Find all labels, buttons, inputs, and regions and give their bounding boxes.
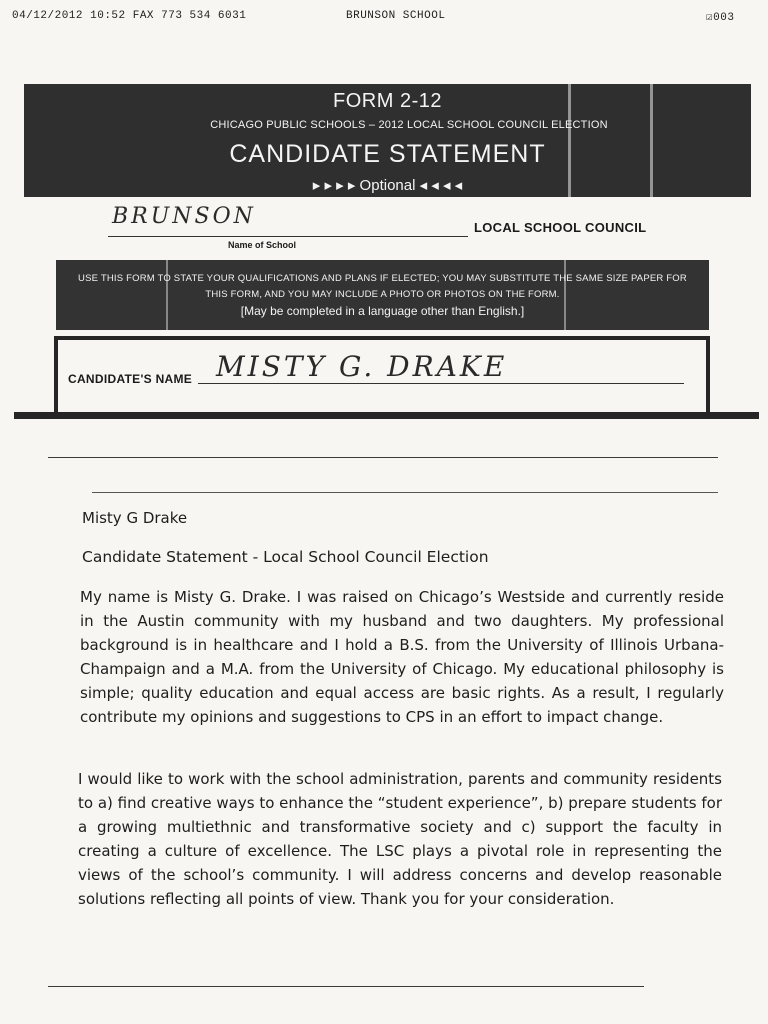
form-header-banner <box>24 84 751 197</box>
council-label: LOCAL SCHOOL COUNCIL <box>474 220 647 235</box>
school-name-caption: Name of School <box>228 240 297 250</box>
candidate-box-bottom-bar <box>14 412 759 419</box>
optional-label: ▸ ▸ ▸ ▸ Optional ◂ ◂ ◂ ◂ <box>312 177 463 194</box>
candidate-name-line <box>198 383 684 384</box>
form-subtitle: CHICAGO PUBLIC SCHOOLS – 2012 LOCAL SCHOOL COUNCIL ELECTION <box>210 119 608 131</box>
instructions-language-note: [May be completed in a language other than English.] <box>240 304 525 318</box>
divider-line <box>48 457 718 458</box>
candidate-name-label: CANDIDATE'S NAME <box>68 372 193 386</box>
statement-paragraph-1: My name is Misty G. Drake. I was raised on Chicago’s Westside and currently reside in the Austin community with my husband and two daughters. My professional background is in healthcare and I hold a B.S. from the University of Illinois Urbana-Champaign and a M.A. from the University of Chicago. My educational philosophy is simple; quality education and equal access are basic rights. As a result, I regularly contribute my opinions and suggestions to CPS in an effort to impact change. <box>80 588 724 726</box>
form-number: FORM 2-12 <box>333 90 442 112</box>
fax-timestamp: 04/12/2012 10:52 FAX 773 534 6031 <box>12 10 247 22</box>
fax-sender: BRUNSON SCHOOL <box>346 10 446 22</box>
school-name-handwritten: BRUNSON <box>112 204 256 229</box>
fax-page-number: ☑003 <box>706 12 735 24</box>
divider-line <box>48 986 644 987</box>
statement-paragraph-2: I would like to work with the school administration, parents and community residents to a) find creative ways to enhance the “student experience”, b) prepare students for a growing multiethnic and transformative society and c) support the faculty in creating a culture of excellence. The LSC plays a pivotal role in representing the views of the school’s community. I will address concerns and develop reasonable solutions reflecting all points of view. Thank you for your consideration. <box>78 770 722 908</box>
candidate-name-handwritten: MISTY G. DRAKE <box>216 350 508 383</box>
instructions-line-1: USE THIS FORM TO STATE YOUR QUALIFICATIONS AND PLANS IF ELECTED; YOU MAY SUBSTITUTE THE SAME SIZE PAPER FOR <box>78 273 687 284</box>
divider-line <box>92 492 718 493</box>
form-title: CANDIDATE STATEMENT <box>229 140 546 168</box>
statement-heading: Candidate Statement - Local School Council Election <box>82 548 489 566</box>
school-name-line <box>108 236 468 237</box>
instructions-box <box>56 260 709 330</box>
instructions-line-2: THIS FORM, AND YOU MAY INCLUDE A PHOTO OR PHOTOS ON THE FORM. <box>205 289 560 300</box>
statement-author: Misty G Drake <box>82 509 188 527</box>
